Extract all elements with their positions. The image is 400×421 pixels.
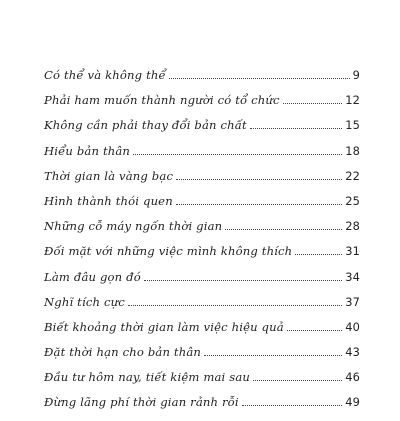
toc-entry (44, 345, 360, 370)
toc-entry-title: Đặt thời hạn cho bản thân (44, 345, 202, 360)
toc-entry (44, 68, 360, 93)
dot-leader (225, 229, 342, 230)
toc-entry (44, 219, 360, 244)
dot-leader (176, 204, 342, 205)
toc-entry-title: Có thể và không thể (44, 68, 166, 82)
toc-entry-page: 34 (345, 269, 360, 284)
toc-entry-page: 37 (345, 294, 360, 309)
toc-entry-page: 25 (345, 193, 360, 208)
toc-entry-page: 49 (345, 395, 360, 410)
dot-leader (250, 128, 342, 129)
toc-entry-page: 22 (345, 168, 360, 183)
toc-entry-page: 31 (345, 244, 360, 259)
toc-entry-title: Đừng lãng phí thời gian rảnh rỗi (44, 395, 239, 410)
toc-entry-title: Hình thành thói quen (44, 193, 173, 208)
toc-entry-title: Nghĩ tích cực (44, 294, 125, 309)
dot-leader (169, 78, 350, 79)
dot-leader (128, 305, 342, 306)
toc-entry (44, 169, 360, 194)
dot-leader (295, 254, 342, 255)
toc-entry-title: Những cỗ máy ngốn thời gian (44, 219, 223, 234)
dot-leader (283, 103, 343, 104)
dot-leader (287, 330, 342, 331)
toc-entry (44, 194, 360, 219)
toc-entry-page: 9 (352, 68, 360, 82)
toc-entry-page: 15 (345, 118, 360, 133)
toc-entry-page: 12 (345, 93, 360, 108)
cropped-heading-mark (192, 0, 218, 2)
toc-entry-title: Làm đâu gọn đó (44, 269, 141, 284)
toc-entry (44, 395, 360, 420)
toc-entry-page: 18 (345, 143, 360, 158)
toc-entry-title: Biết khoảng thời gian làm việc hiệu quả (44, 319, 284, 334)
dot-leader (144, 280, 342, 281)
toc-entry (44, 118, 360, 143)
toc-entry (44, 270, 360, 295)
toc-entry-page: 28 (345, 219, 360, 234)
dot-leader (242, 405, 342, 406)
toc-entry-title: Không cần phải thay đổi bản chất (44, 118, 247, 133)
toc-entry-title: Đối mặt với những việc mình không thích (44, 244, 293, 259)
toc-entry-title: Phải ham muốn thành người có tổ chức (44, 93, 280, 108)
toc-entry-title: Thời gian là vàng bạc (44, 168, 174, 183)
dot-leader (253, 380, 342, 381)
toc-entry-page: 43 (345, 345, 360, 360)
toc-entry (44, 93, 360, 118)
dot-leader (133, 154, 342, 155)
toc-entry-page: 40 (345, 319, 360, 334)
toc-entry-title: Đầu tư hôm nay, tiết kiệm mai sau (44, 370, 251, 385)
toc-entry (44, 320, 360, 345)
toc-entry (44, 144, 360, 169)
toc-entry-title: Hiểu bản thân (44, 143, 131, 158)
dot-leader (176, 179, 342, 180)
toc-entry (44, 370, 360, 395)
table-of-contents (44, 68, 360, 421)
toc-entry (44, 244, 360, 269)
toc-entry (44, 295, 360, 320)
dot-leader (204, 355, 342, 356)
toc-entry-page: 46 (345, 370, 360, 385)
